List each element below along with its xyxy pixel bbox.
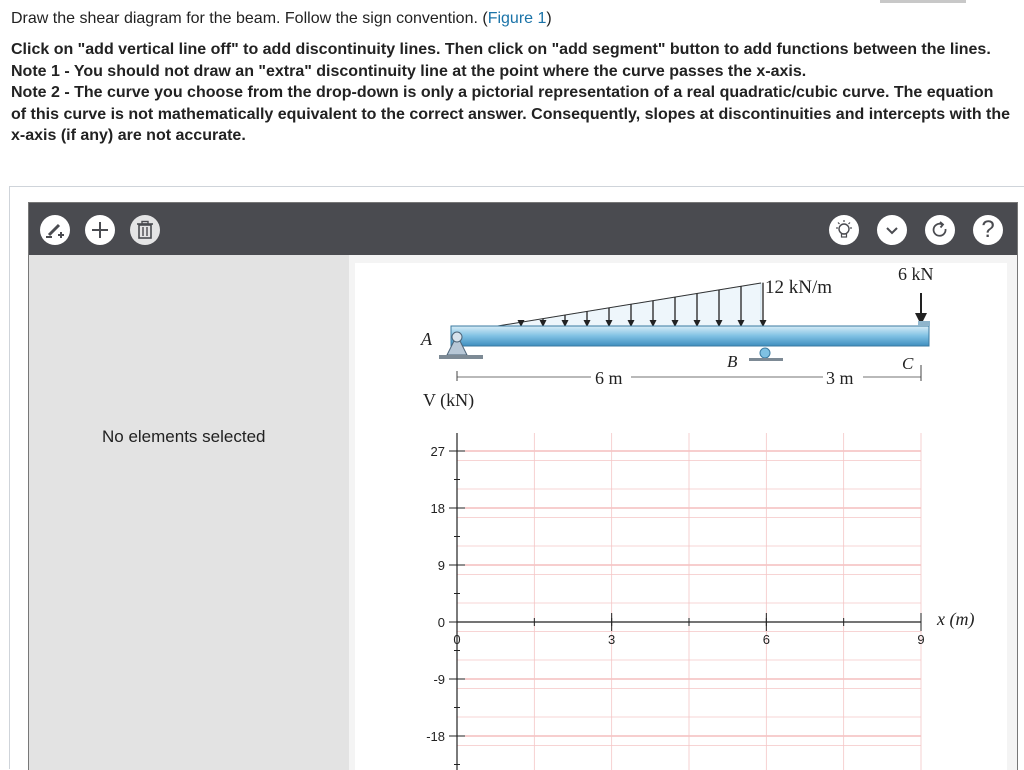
x-axis-label: x (m) <box>937 609 975 629</box>
review-link-stub[interactable] <box>880 0 966 3</box>
delete-icon <box>136 220 154 240</box>
properties-panel <box>29 255 349 770</box>
toolbar <box>29 203 1017 255</box>
x-tick-label: 9 <box>917 632 925 647</box>
x-tick-label: 6 <box>762 632 770 647</box>
no-selection-message: No elements selected <box>102 427 266 446</box>
add-vertical-line-icon <box>44 219 66 241</box>
figure-link[interactable]: Figure 1 <box>487 10 547 27</box>
add-segment-button[interactable] <box>85 215 115 245</box>
point-c-label: C <box>902 354 914 373</box>
help-icon: ? <box>981 216 995 243</box>
y-tick-label: 9 <box>437 558 445 573</box>
add-vertical-line-button[interactable] <box>40 215 70 245</box>
beam <box>451 326 929 346</box>
instruction-note-1: Note 1 - You should not draw an "extra" discontinuity line at the point where the curve passes the x-axis. <box>11 62 807 80</box>
instruction-note-2: Note 2 - The curve you choose from the drop-down is only a pictorial representation of a real quadratic/cubic curve. The equation of this curve is not mathematically equivalent to the correct answer. Consequently, slopes at discontinuities and intercepts with the x-axis (if any) are not accurate. <box>11 84 1011 144</box>
x-tick-label: 3 <box>608 632 616 647</box>
ground-a <box>439 355 483 359</box>
instruction-main: Click on "add vertical line off" to add discontinuity lines. Then click on "add segment" button to add functions between the lines. <box>11 41 991 58</box>
answer-frame-top <box>9 186 1024 187</box>
canvas[interactable] <box>355 263 1007 770</box>
add-segment-icon <box>90 220 110 240</box>
pin-a-hinge <box>452 332 462 342</box>
load-plate <box>918 321 930 326</box>
reset-icon <box>930 220 950 240</box>
reset-button[interactable] <box>925 215 955 245</box>
roller-support-b <box>760 348 770 358</box>
y-tick-label: -18 <box>426 729 445 744</box>
x-tick-label: 0 <box>453 632 461 647</box>
chart-grid <box>457 433 921 770</box>
delete-button[interactable] <box>130 215 160 245</box>
hint-button[interactable] <box>829 215 859 245</box>
instruction-block <box>11 39 1011 147</box>
chevron-down-icon <box>884 222 900 238</box>
y-tick-label: 18 <box>430 501 445 516</box>
beam-figure <box>420 264 934 388</box>
question-intro: Draw the shear diagram for the beam. Follow the sign convention. (Figure 1) <box>11 10 552 27</box>
question-instructions <box>11 8 1011 147</box>
y-tick-label: -9 <box>433 672 445 687</box>
load-intensity-label: 12 kN/m <box>765 277 833 298</box>
span-ab-label: 6 m <box>595 368 623 388</box>
beam-and-shear-canvas[interactable] <box>355 263 1007 770</box>
chart-axes <box>426 433 924 770</box>
canvas-area[interactable] <box>349 255 1017 770</box>
support-b-label: B <box>727 352 738 371</box>
answer-frame-left <box>9 186 10 769</box>
y-tick-label: 0 <box>437 615 445 630</box>
question-intro-text: Draw the shear diagram for the beam. Follow the sign convention. <box>11 10 478 27</box>
tool-dropdown-button[interactable] <box>877 215 907 245</box>
help-button[interactable] <box>973 215 1003 245</box>
y-axis-label: V (kN) <box>423 390 475 410</box>
drawing-tool <box>28 202 1018 770</box>
support-a-label: A <box>421 329 432 349</box>
y-tick-label: 27 <box>430 444 445 459</box>
span-bc-label: 3 m <box>826 368 854 388</box>
hint-lightbulb-icon <box>833 219 855 241</box>
ground-b <box>749 358 783 361</box>
point-load-label: 6 kN <box>898 264 934 284</box>
